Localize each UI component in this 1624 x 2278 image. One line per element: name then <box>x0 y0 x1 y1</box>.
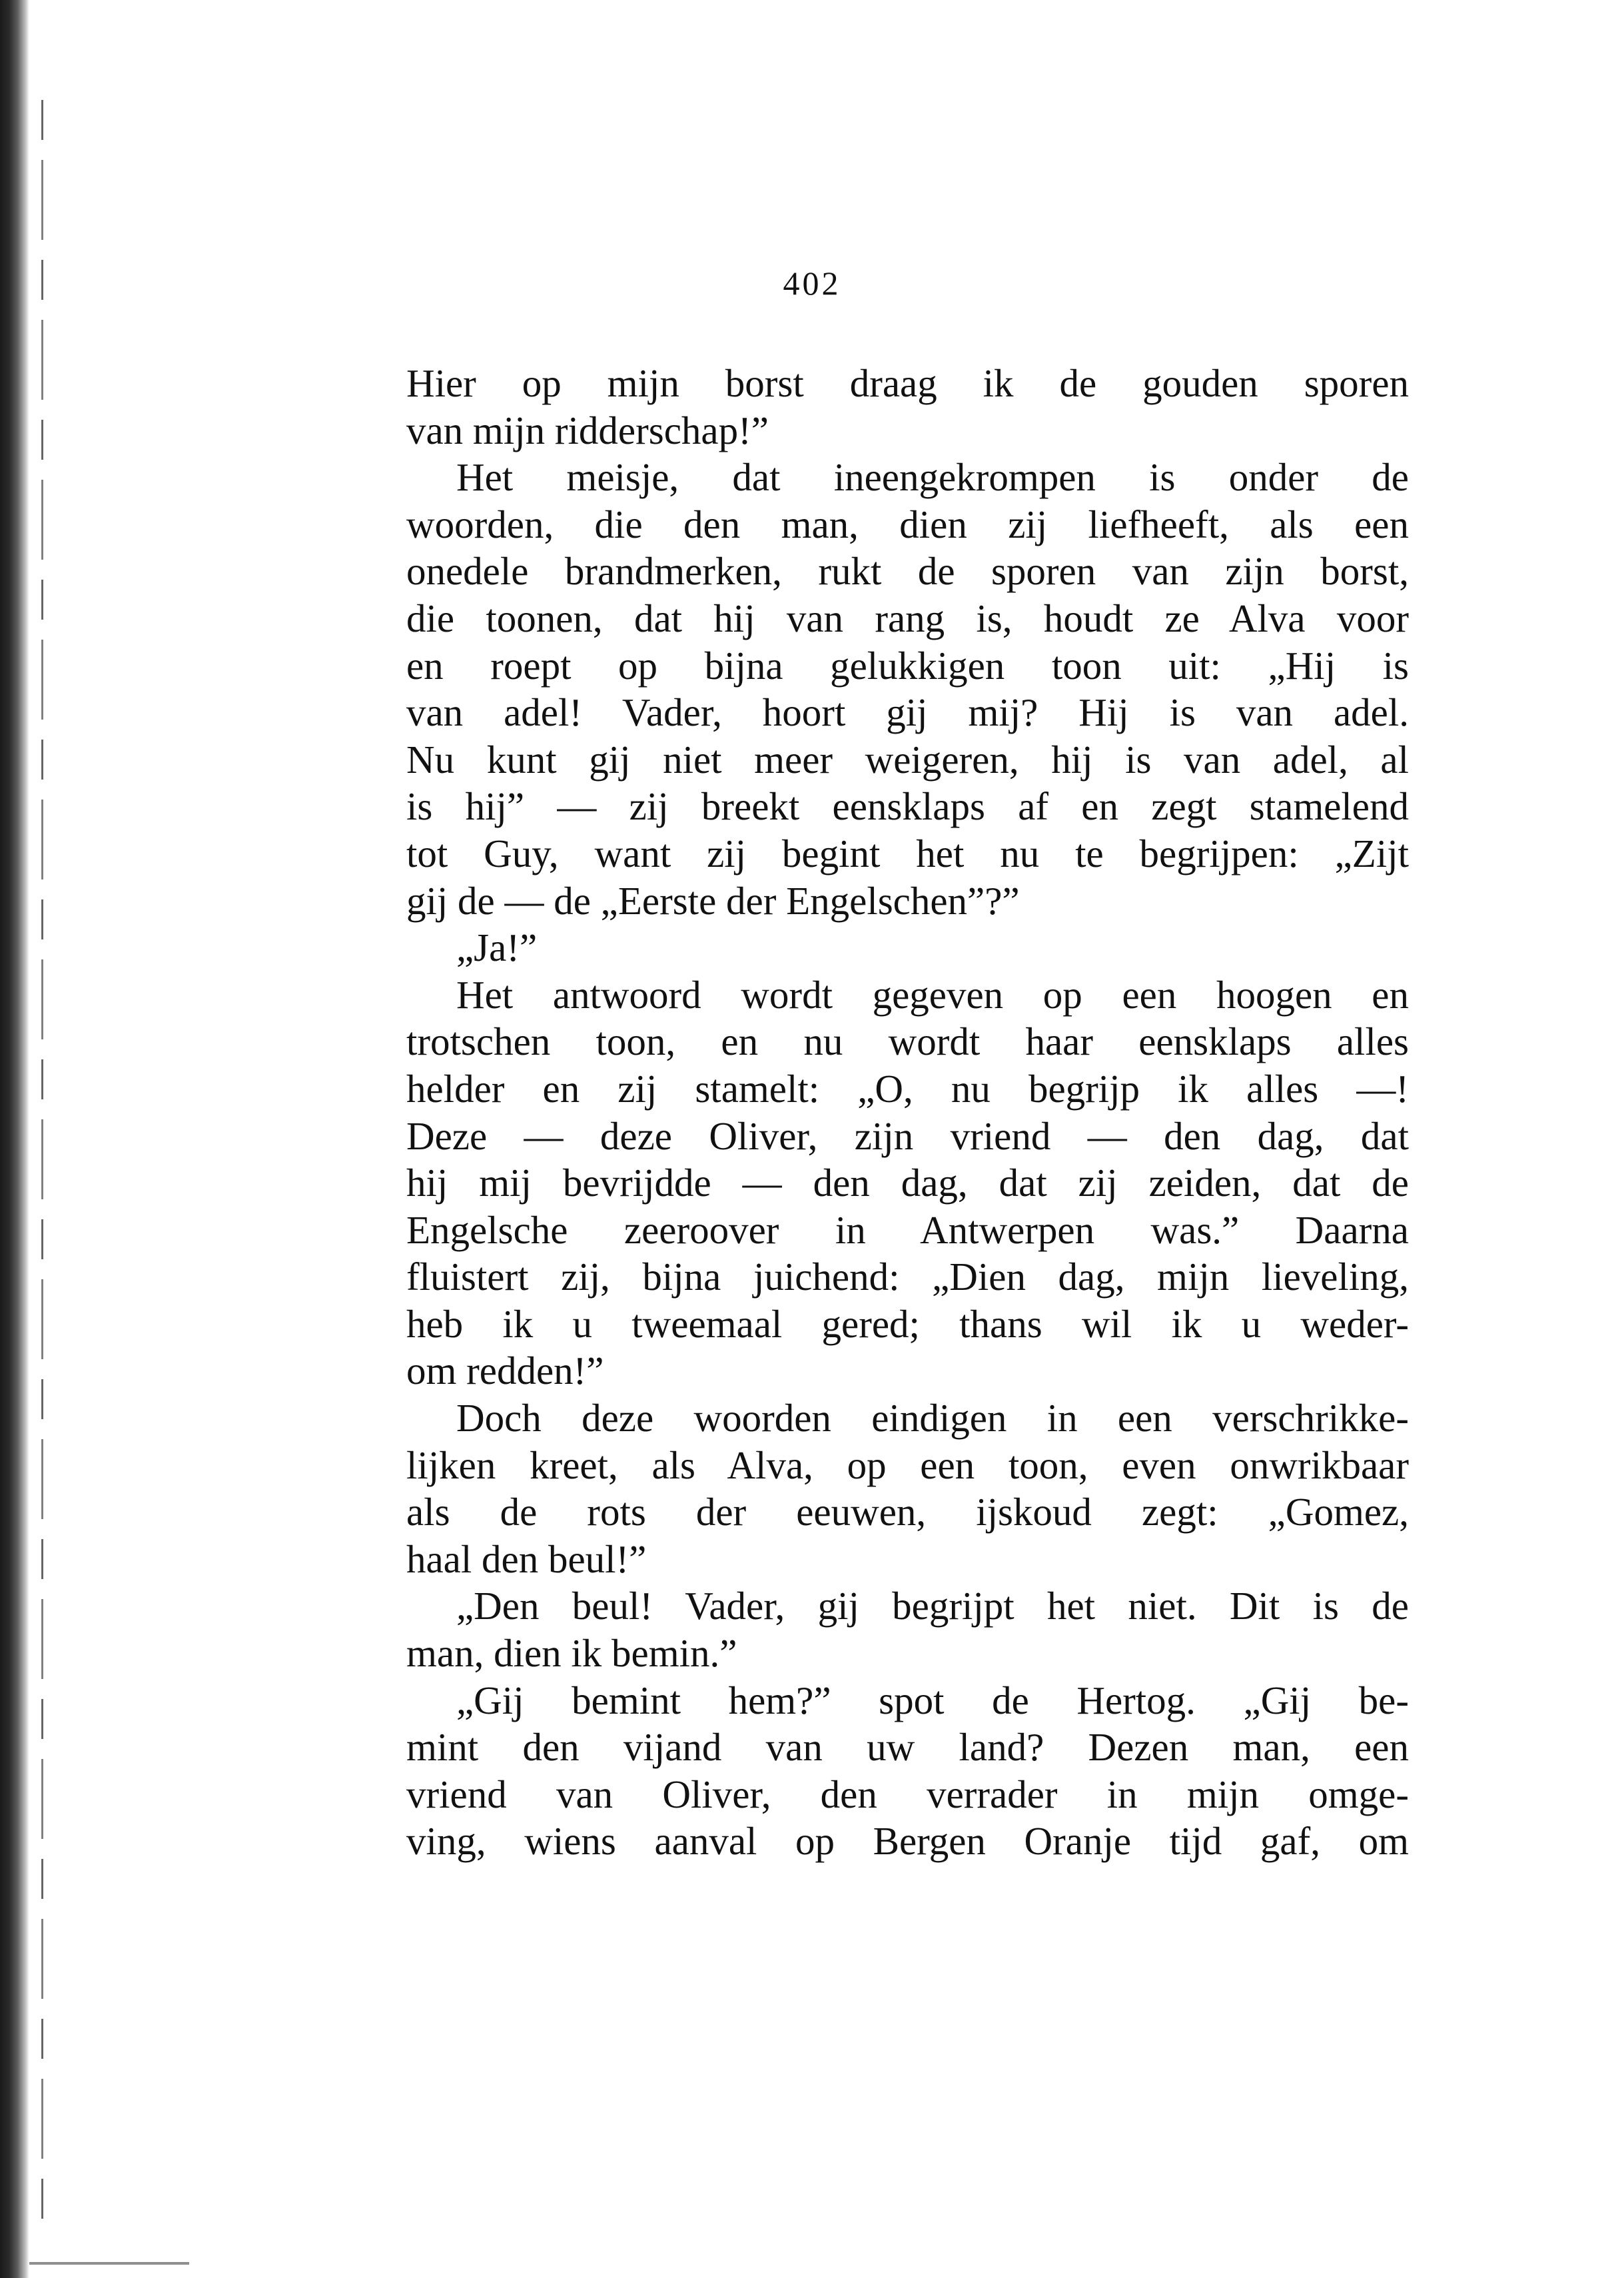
page-number: 402 <box>783 265 841 302</box>
text-line: „Ja!” <box>456 925 538 970</box>
text-line: haal den beul!” <box>406 1536 647 1581</box>
text-line: gij de — de „Eerste der Engelschen”?” <box>406 878 1020 923</box>
text-line: en roept op bijna gelukkigen toon uit: „Hij is <box>406 643 1409 688</box>
text-line: lijken kreet, als Alva, op een toon, even onwrikbaar <box>406 1442 1409 1487</box>
text-line: Deze — deze Oliver, zijn vriend — den dag, dat <box>406 1113 1409 1158</box>
text-line: man, dien ik bemin.” <box>406 1631 737 1676</box>
text-line: Het meisje, dat ineengekrompen is onder de <box>456 455 1409 500</box>
text-line: vriend van Oliver, den verrader in mijn omge- <box>406 1772 1409 1816</box>
text-line: is hij” — zij breekt eensklaps af en zegt stamelend <box>406 784 1409 829</box>
text-line: heb ik u tweemaal gered; thans wil ik u weder- <box>406 1301 1409 1346</box>
text-line: trotschen toon, en nu wordt haar eensklaps alles <box>406 1019 1409 1064</box>
text-line: helder en zij stamelt: „O, nu begrijp ik alles —! <box>406 1066 1409 1111</box>
text-line: Nu kunt gij niet meer weigeren, hij is van adel, al <box>406 737 1409 782</box>
text-line: „Gij bemint hem?” spot de Hertog. „Gij be- <box>456 1678 1409 1722</box>
text-line: mint den vijand van uw land? Dezen man, een <box>406 1725 1409 1770</box>
text-line: ving, wiens aanval op Bergen Oranje tijd gaf, om <box>406 1819 1409 1864</box>
text-line: van mijn ridderschap!” <box>406 408 769 452</box>
body-text <box>406 360 1409 1865</box>
text-line: van adel! Vader, hoort gij mij? Hij is van adel. <box>406 690 1409 735</box>
text-line: fluistert zij, bijna juichend: „Dien dag, mijn lieveling, <box>406 1255 1409 1299</box>
text-line: hij mij bevrijdde — den dag, dat zij zeiden, dat de <box>406 1161 1409 1205</box>
text-line: onedele brandmerken, rukt de sporen van zijn borst, <box>406 549 1409 594</box>
text-line: Hier op mijn borst draag ik de gouden sporen <box>406 361 1409 405</box>
book-spine-shadow <box>0 0 29 2278</box>
page-bottom-edge <box>29 2262 189 2265</box>
text-line: als de rots der eeuwen, ijskoud zegt: „Gomez, <box>406 1490 1409 1534</box>
text-line: Doch deze woorden eindigen in een verschrikke- <box>456 1396 1409 1440</box>
text-line: om redden!” <box>406 1349 604 1393</box>
text-line: tot Guy, want zij begint het nu te begrijpen: „Zijt <box>406 831 1409 875</box>
text-line: Het antwoord wordt gegeven op een hoogen en <box>456 972 1409 1017</box>
gutter-edge <box>41 100 43 2219</box>
text-line: „Den beul! Vader, gij begrijpt het niet. Dit is de <box>456 1584 1409 1628</box>
text-line: Engelsche zeeroover in Antwerpen was.” Daarna <box>406 1207 1409 1252</box>
text-line: woorden, die den man, dien zij liefheeft, als een <box>406 502 1409 546</box>
text-line: die toonen, dat hij van rang is, houdt ze Alva voor <box>406 596 1409 640</box>
